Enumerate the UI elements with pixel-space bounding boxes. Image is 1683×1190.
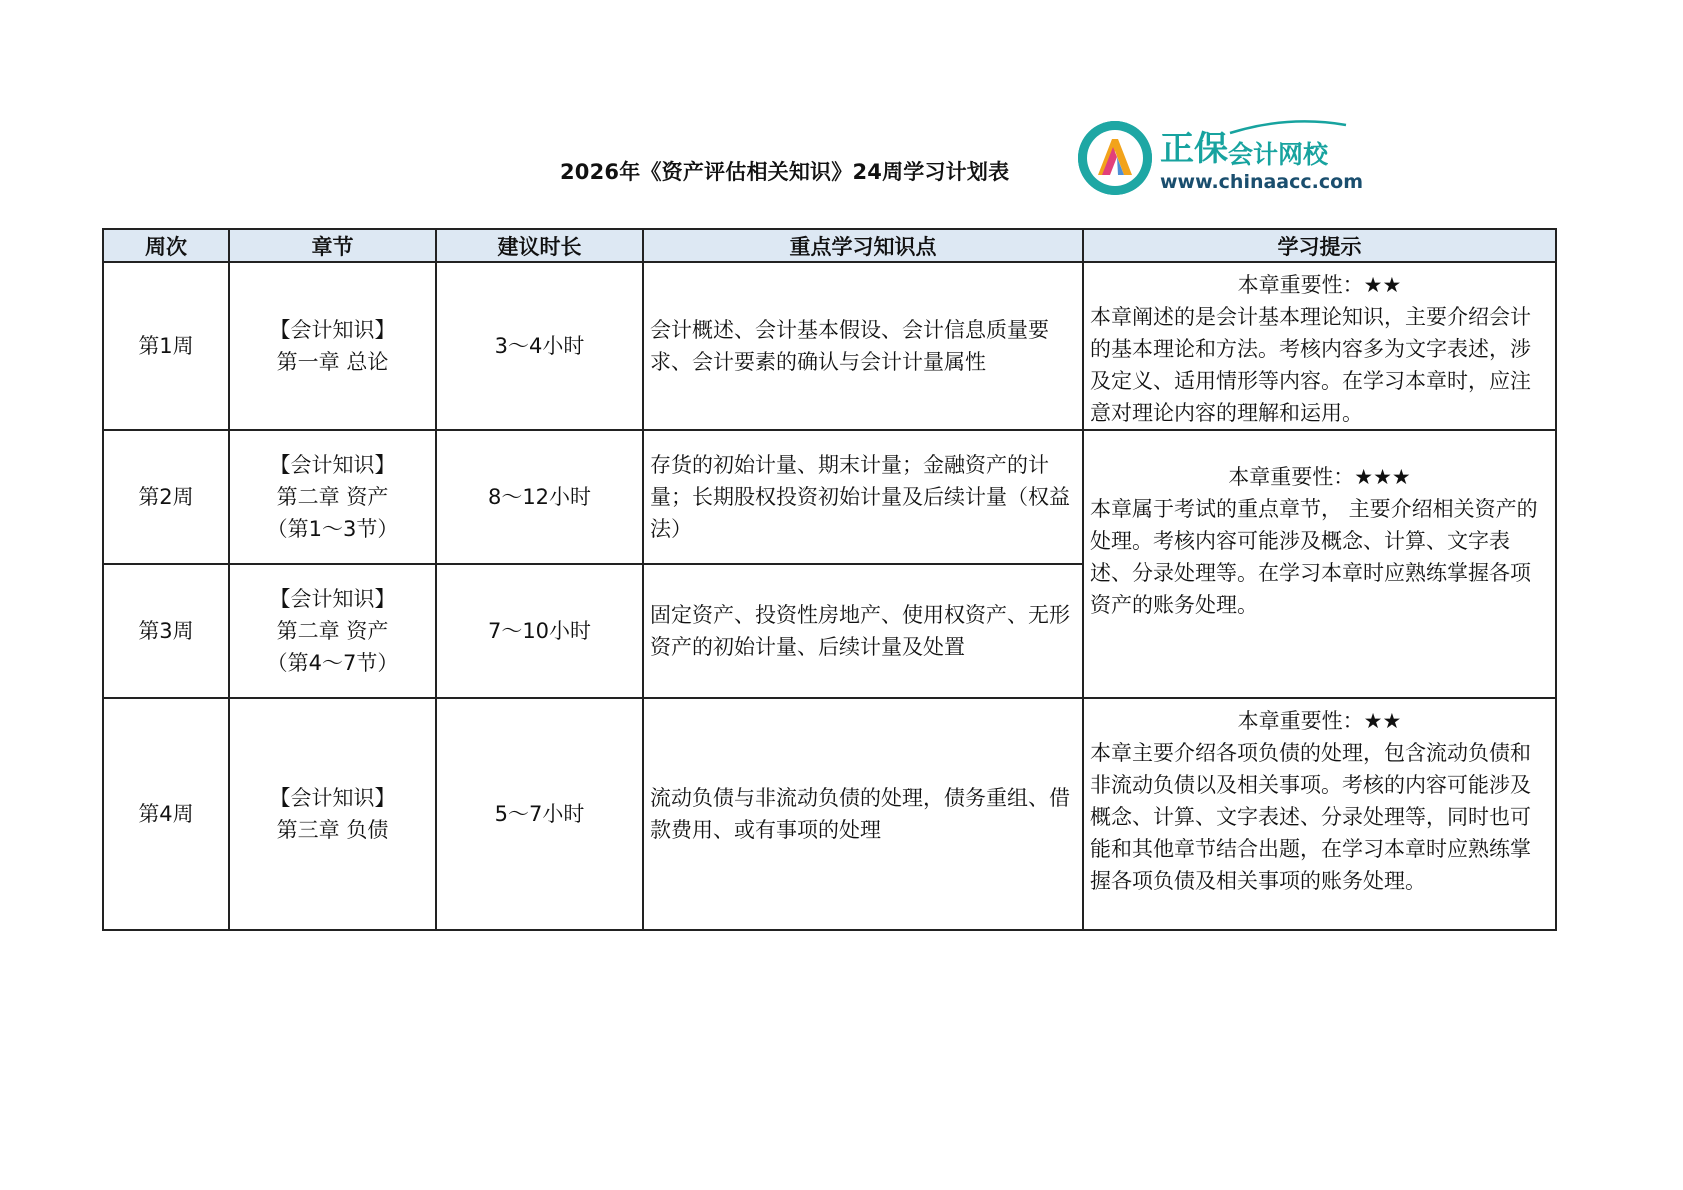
header-week: 周次 [103,229,229,262]
tips-cell [1083,262,1556,430]
hours-cell: 8～12小时 [436,430,643,564]
hours-cell: 5～7小时 [436,698,643,930]
chapter-line: 第二章 资产 [276,619,389,643]
document-title: 2026年《资产评估相关知识》24周学习计划表 [560,160,1010,184]
week-cell: 第1周 [103,262,229,430]
header-tips: 学习提示 [1083,229,1556,262]
chapter-line: （第1～3节） [266,517,399,541]
chapter-line: （第4～7节） [266,651,399,675]
tip-text: 本章属于考试的重点章节， 主要介绍相关资产的处理。考核内容可能涉及概念、计算、文字表述、分录处理等。在学习本章时应熟练掌握各项资产的账务处理。 [1090,497,1538,617]
key-points-cell: 流动负债与非流动负债的处理，债务重组、借款费用、或有事项的处理 [643,698,1083,930]
tips-cell [1083,430,1556,698]
key-points-cell: 固定资产、投资性房地产、使用权资产、无形资产的初始计量、后续计量及处置 [643,564,1083,698]
importance-rating: 本章重要性：★★★ [1228,465,1411,489]
logo-arc-icon [1228,119,1348,135]
logo-brand-text: 正保 [1160,129,1228,169]
header-key-points: 重点学习知识点 [643,229,1083,262]
logo-emblem-icon [1078,121,1152,195]
chapter-cell [229,262,436,430]
week-cell: 第3周 [103,564,229,698]
key-points-cell: 存货的初始计量、期末计量；金融资产的计量；长期股权投资初始计量及后续计量（权益法） [643,430,1083,564]
header-chapter: 章节 [229,229,436,262]
importance-rating: 本章重要性：★★ [1237,273,1402,297]
chapter-line: 【会计知识】 [269,318,396,342]
table-header-row [103,229,1556,262]
importance-rating: 本章重要性：★★ [1237,709,1402,733]
logo-sub-text: 会计网校 [1228,140,1329,169]
logo-url-text: www.chinaacc.com [1160,171,1363,193]
hours-cell: 7～10小时 [436,564,643,698]
chapter-line: 第三章 负债 [276,818,389,842]
week-cell: 第4周 [103,698,229,930]
tip-text: 本章主要介绍各项负债的处理，包含流动负债和非流动负债以及相关事项。考核的内容可能涉及概念、计算、文字表述、分录处理等，同时也可能和其他章节结合出题，在学习本章时应熟练掌握各项负债及相关事项的账务处理。 [1090,741,1531,893]
chapter-line: 第二章 资产 [276,485,389,509]
table-row [103,262,1556,430]
hours-cell: 3～4小时 [436,262,643,430]
chapter-cell [229,698,436,930]
table-row [103,430,1556,564]
study-plan-table [102,228,1557,931]
tips-cell [1083,698,1556,930]
chinaacc-logo [1078,119,1363,201]
key-points-cell: 会计概述、会计基本假设、会计信息质量要求、会计要素的确认与会计计量属性 [643,262,1083,430]
chapter-line: 第一章 总论 [276,350,389,374]
chapter-cell [229,430,436,564]
chapter-line: 【会计知识】 [269,453,396,477]
chapter-line: 【会计知识】 [269,587,396,611]
header-hours: 建议时长 [436,229,643,262]
table-row [103,698,1556,930]
tip-text: 本章阐述的是会计基本理论知识，主要介绍会计的基本理论和方法。考核内容多为文字表述，涉及定义、适用情形等内容。在学习本章时，应注意对理论内容的理解和运用。 [1090,305,1531,425]
week-cell: 第2周 [103,430,229,564]
chapter-cell [229,564,436,698]
chapter-line: 【会计知识】 [269,786,396,810]
